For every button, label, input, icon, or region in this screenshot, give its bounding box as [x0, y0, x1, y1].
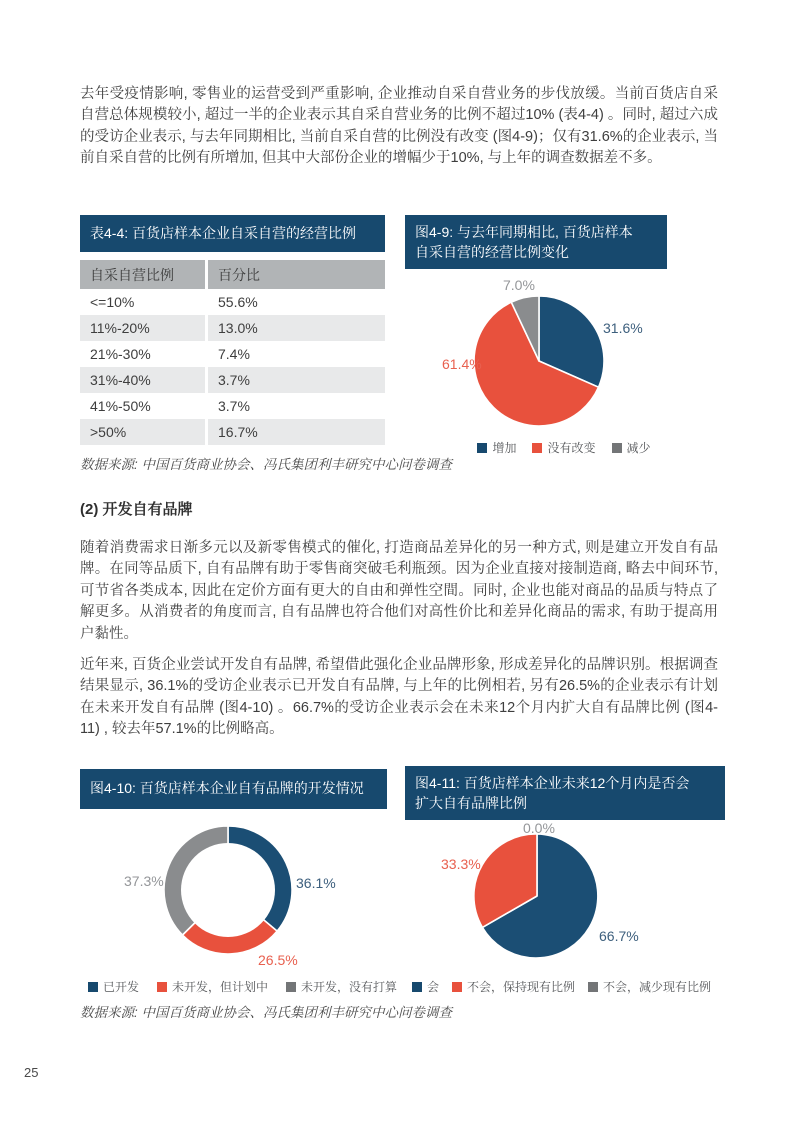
intro-paragraph: 去年受疫情影响, 零售业的运营受到严重影响, 企业推动自采自营业务的步伐放缓。当前百货店自采自营总体规模较小, 超过一半的企业表示其自采自营业务的比例不超过10% (表4-4) 。同时, 超过六成的受访企业表示, 与去年同期相比, 当前自采自营的比例没有改变 (图4-9)；仅有31.6%的企业表示, 当前自采自营的比例有所增加, 但其中大部份企业的增幅少于10%, 与上年的调查数据差不多。 [80, 86, 718, 167]
legend-swatch-red [452, 982, 462, 992]
figure-4-11-legend [412, 978, 711, 995]
pie-label-yes: 66.7% [599, 928, 639, 944]
legend-item [612, 439, 651, 456]
table-cell: 16.7% [218, 424, 258, 440]
figure-4-10-title-bar: 图4-10: 百货店样本企业自有品牌的开发情况 [80, 769, 387, 809]
figure-4-11-chart [405, 820, 725, 978]
pie-label-no-keep: 33.3% [441, 856, 481, 872]
table-cell: <=10% [80, 289, 208, 315]
legend-item [477, 439, 516, 456]
donut-label-planned: 26.5% [258, 952, 298, 968]
donut-chart-4-10 [152, 814, 304, 966]
table-source: 数据来源: 中国百货商业协会、冯氏集团利丰研究中心问卷调查 [80, 457, 453, 472]
section-paragraph-1: 随着消费需求日渐多元以及新零售模式的催化, 打造商品差异化的另一种方式, 则是建立开发自有品牌。在同等品质下, 自有品牌有助于零售商突破毛利瓶颈。因为企业直接对接制造商, 略去中间环节, 可节省各类成本, 因此在定价方面有更大的自由和弹性空間。同时, 企业也能对商品的品质与特点了解更多。从消费者的角度而言, 自有品牌也符合他们对高性价比和差异化商品的需求, 有助于提高用户黏性。 [80, 540, 718, 642]
table-title-bar: 表4-4: 百货店样本企业自采自营的经营比例 [80, 215, 385, 252]
figure-title-line: 图4-11: 百货店样本企业未来12个月内是否会 [415, 775, 690, 791]
donut-label-developed: 36.1% [296, 875, 336, 891]
legend-swatch-blue [412, 982, 422, 992]
legend-label: 减少 [626, 441, 651, 455]
pie-label-decrease: 7.0% [503, 277, 535, 293]
legend-label: 不会，减少现有比例 [603, 980, 712, 994]
table-cell: 11%-20% [80, 315, 208, 341]
figure-4-9 [405, 215, 723, 456]
figure-4-9-chart [405, 269, 723, 437]
figure-4-11 [405, 766, 725, 978]
table-cell: 7.4% [218, 346, 250, 362]
pie-label-no-reduce: 0.0% [523, 820, 555, 836]
table-row [80, 367, 385, 393]
pie-label-increase: 31.6% [603, 320, 643, 336]
table-row [80, 289, 385, 315]
table-row [80, 419, 385, 445]
legend-label: 没有改变 [547, 441, 596, 455]
self-procurement-table [80, 260, 385, 445]
table-cell: 31%-40% [80, 367, 208, 393]
pie-label-no-change: 61.4% [442, 356, 482, 372]
section-paragraph-2: 近年来, 百货企业尝试开发自有品牌, 希望借此强化企业品牌形象, 形成差异化的品牌识别。根据调查结果显示, 36.1%的受访企业表示已开发自有品牌, 与上年的比例相若, 另有26.5%的企业表示有计划在未来开发自有品牌 (图4-10) 。66.7%的受访企业表示会在未来12个月内扩大自有品牌比例 (图4-11) , 较去年57.1%的比例略高。 [80, 657, 718, 738]
table-cell: 3.7% [218, 372, 250, 388]
legend-swatch-blue [88, 982, 98, 992]
figure-4-10-legend [88, 978, 397, 995]
legend-item [452, 978, 575, 995]
top-two-column-section [80, 215, 725, 453]
legend-swatch-red [532, 443, 542, 453]
pie-chart-4-9 [467, 289, 611, 433]
table-header-row [80, 260, 385, 289]
legend-item [286, 978, 397, 995]
figure-4-10 [80, 769, 387, 979]
legend-label: 未开发，没有打算 [301, 980, 398, 994]
table-row [80, 315, 385, 341]
figure-title-line: 扩大自有品牌比例 [415, 794, 527, 811]
figure-title-line: 图4-9: 与去年同期相比, 百货店样本 [415, 224, 633, 240]
legend-swatch-blue [477, 443, 487, 453]
table-header-cell: 百分比 [218, 266, 260, 283]
legend-swatch-red [157, 982, 167, 992]
figure-title-line: 自采自营的经营比例变化 [415, 243, 569, 260]
bottom-two-column-section [80, 766, 730, 998]
legend-label: 会 [427, 980, 440, 994]
figure-4-9-title-bar [405, 215, 667, 269]
donut-hole [181, 843, 275, 937]
legend-label: 已开发 [103, 980, 140, 994]
pie-chart-4-11 [472, 831, 602, 961]
table-column [80, 215, 385, 445]
figure-4-9-legend [405, 439, 723, 456]
legend-label: 未开发，但计划中 [172, 980, 269, 994]
donut-label-no-plan: 37.3% [124, 873, 164, 889]
legend-item [88, 978, 139, 995]
legend-item [157, 978, 268, 995]
legend-swatch-gray [286, 982, 296, 992]
charts-source: 数据来源: 中国百货商业协会、冯氏集团利丰研究中心问卷调查 [80, 1005, 453, 1020]
table-cell: 13.0% [218, 320, 258, 336]
table-row [80, 393, 385, 419]
table-cell: 55.6% [218, 294, 258, 310]
section-heading: (2) 开发自有品牌 [80, 501, 193, 518]
legend-label: 不会，保持现有比例 [467, 980, 576, 994]
legend-swatch-gray [588, 982, 598, 992]
table-cell: >50% [80, 419, 208, 445]
legend-swatch-gray [612, 443, 622, 453]
table-row [80, 341, 385, 367]
table-header-cell: 自采自营比例 [80, 260, 208, 289]
legend-item [412, 978, 439, 995]
page-number: 25 [24, 1065, 39, 1080]
figure-4-11-title-bar [405, 766, 725, 820]
legend-label: 增加 [492, 441, 517, 455]
figure-4-10-chart [80, 809, 387, 979]
legend-item [532, 439, 595, 456]
table-cell: 41%-50% [80, 393, 208, 419]
legend-item [588, 978, 711, 995]
table-cell: 3.7% [218, 398, 250, 414]
table-cell: 21%-30% [80, 341, 208, 367]
